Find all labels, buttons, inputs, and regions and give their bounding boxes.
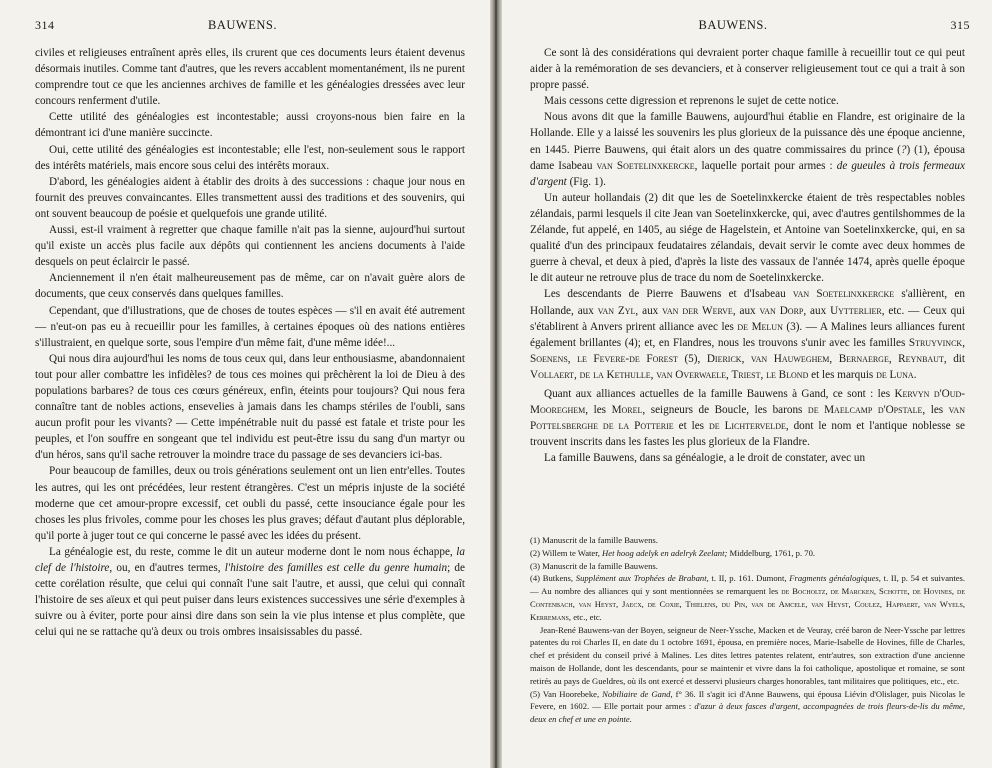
italic-run: de gueules à trois fermeaux d'argent xyxy=(530,159,965,188)
paragraph: Pour beaucoup de familles, deux ou trois générations seulement ont un lien entr'elles. Toutes les autres, qui les ont précédées, leur restent étrangères. C'est un mépris injuste de la société moderne que cet amour-propre excessif, cet oubli du passé, cette insouciance égale pour les choses les plus frivoles, comme pour les choses les plus graves; défaut d'autant plus déplorable, qu'il porte à juger tout ce qui concerne le passé avec les idées du présent. xyxy=(35,465,465,542)
paragraph: Cette utilité des généalogies est incontestable; aussi croyons-nous bien faire en la démontrant ici d'une manière succincte. xyxy=(35,111,465,140)
text-run: (5), xyxy=(677,352,707,365)
smallcaps-run: de Bocholtz, de Marcken, Schotte, de Hovines, de Contenbach, van Heyst, Jaecx, de Coxie, Thielens, du Pin, van de Amcele, van Heyst, Coulez, Happaert, van Wyels, Kerremans xyxy=(530,586,966,622)
text-run: , seigneurs de Boucle, les barons xyxy=(642,404,808,417)
italic-run: Nobiliaire de Gand, xyxy=(602,688,673,699)
text-run: t. II, p. 161. Dumont, xyxy=(708,573,790,584)
paragraph: Ce sont là des considérations qui devraient porter chaque famille à recueillir tout ce qui peut aider à la remémoration de ses devanciers, et à conserver religieusement tout ce qui a trait à son propre passé. xyxy=(530,47,965,92)
footnote xyxy=(530,547,965,560)
text-run: Nous avons dit que la famille Bauwens, aujourd'hui établie en Flandre, est originaire de la Hollande. Elle y a laissé les souvenirs les plus glorieux de la puissance dès une époque ancienne, en 1445. Pierre Bauwens, qui était alors un des quatre commissaires du prince ( xyxy=(530,111,965,156)
paragraph xyxy=(530,109,965,189)
smallcaps-run: van Pottelsberghe de la Potterie xyxy=(530,404,965,433)
paragraph: civiles et religieuses entraînent après elles, ils crurent que ces documents leurs étaient devenus désormais inutiles. Comme tant d'autres, que les revers accablent momentanément, ils ne purent comprendre tout ce que les anciennes archives de famille et les généalogies dressées avec leur concours renferment d'utile. xyxy=(35,47,465,108)
smallcaps-run: Uytterlier xyxy=(830,304,882,317)
text-run: Les descendants de Pierre Bauwens et d'Isabeau xyxy=(544,288,793,301)
paragraph: D'abord, les généalogies aident à établir des droits à des successions : chaque jour nous en fournit des preuves convaincantes. Elles transmettent aussi des traditions et des souvenirs, qui ont souvent beaucoup de poésie et quelquefois une grande utilité. xyxy=(35,175,465,220)
paragraph: Mais cessons cette digression et reprenons le sujet de cette notice. xyxy=(544,95,839,108)
smallcaps-run: van der Werve xyxy=(662,304,733,317)
text-run: La généalogie est, du reste, comme le dit un auteur moderne dont le nom nous échappe, xyxy=(49,545,457,558)
paragraph: Aussi, est-il vraiment à regretter que chaque famille n'ait pas la sienne, aujourd'hui surtout qu'il existe un accès plus facile aux dépôts qui contiennent les anciens documents à l'aide desquels on peut éclaircir le passé. xyxy=(35,224,465,269)
footnotes xyxy=(530,534,965,726)
text-run: f° 36. Il s'agit ici d'Anne Bauwens, qui épousa Liévin d'Olislager, puis Nicolas le Fevere, en 1602. — Elle portait pour armes : xyxy=(530,688,965,712)
paragraph xyxy=(35,544,465,641)
footnote xyxy=(530,572,965,623)
right-running-head xyxy=(502,18,992,36)
text-run: (5) Van Hoorebeke, xyxy=(530,688,603,699)
italic-run: ? xyxy=(900,143,907,156)
text-run: , laquelle portait pour armes : xyxy=(694,159,837,172)
text-run: , etc., etc. xyxy=(568,611,602,622)
text-run: , aux xyxy=(803,304,831,317)
text-run: , les xyxy=(585,404,612,417)
text-run: , ou, en d'autres termes, xyxy=(109,562,225,574)
smallcaps-run: Dierick, van Hauweghem, Bernaerge, Reynbaut xyxy=(706,352,944,365)
text-run: Middelburg, 1761, p. 70. xyxy=(727,547,816,558)
smallcaps-run: de Lichtervelde xyxy=(708,420,786,433)
right-running-title: BAUWENS. xyxy=(698,18,768,32)
paragraph: Qui nous dira aujourd'hui les noms de tous ceux qui, dans leur enthousiasme, abandonnaient tout pour aller combattre les infidèles? de tous ces moines qui prêchèrent la loi de Dieu à des populations barbares? de tous ces cœurs généreux, enfin, éteints pour toujours? Qui nous fera connaître tant de nobles actions, ensevelies à jamais dans les champs stériles de l'oubli, sans aucun profit pour les vivants? — Cette impénétrable nuit du passé est fatale et triste pour les peuples, et l'on souffre en songeant que tel individu est peut-être issu du sang d'un martyr ou d'un héros, sans qu'il sache retrouver la moindre trace du passage de ses devanciers ici-bas. xyxy=(35,352,465,462)
italic-run: l'histoire des familles est celle du genre humain xyxy=(224,562,448,574)
paragraph: La famille Bauwens, dans sa généalogie, a le droit de constater, avec un xyxy=(544,452,866,465)
footnote xyxy=(530,688,965,726)
smallcaps-run: Vollaert, de la Kethulle, van Overwaele, Triest, le Blond xyxy=(530,368,809,381)
paragraph: Oui, cette utilité des généalogies est incontestable; elle l'est, non-seulement sous le rapport des intérêts matériels, mais encore sous celui des intérêts moraux. xyxy=(35,143,465,172)
smallcaps-run: Struyvinck, Soenens, le Fevere-de Forest xyxy=(530,336,965,365)
text-run: (Fig. 1). xyxy=(566,175,606,188)
italic-run: d'azur à deux fasces d'argent, accompagnées de trois fleurs-de-lis du même, deux en chef et une en pointe. xyxy=(530,701,965,725)
text-run: , les xyxy=(922,404,949,417)
footnote: (1) Manuscrit de la famille Bauwens. xyxy=(530,535,658,545)
smallcaps-run: van Soetelinxkercke xyxy=(596,159,695,172)
smallcaps-run: de Maelcamp d'Opstale xyxy=(807,404,923,417)
right-page xyxy=(502,0,992,768)
smallcaps-run: van Soetelinxkercke xyxy=(792,288,895,301)
left-body-text xyxy=(35,45,465,640)
paragraph xyxy=(530,386,965,450)
italic-run: Fragments généalogiques, xyxy=(789,573,881,584)
text-run: s'allièrent, en Hollande, aux xyxy=(530,288,966,317)
text-run: ; de cette corélation résulte, que celui qui connaît l'une sait l'autre, et aussi, que celui qui connaît l'histoire de ses aïeux et qui peut puiser dans leurs existences successives une série d'exemples à suivre ou à éviter, porte pour ainsi dire dans son sein la vie plus intense et plus complète, que celui qui ne se rattache qu'à deux ou trois ombres insaisissables du passé. xyxy=(35,562,465,639)
paragraph xyxy=(530,286,965,383)
text-run: , aux xyxy=(732,304,760,317)
left-page-number: 314 xyxy=(35,18,55,32)
book-gutter xyxy=(490,0,502,768)
smallcaps-run: de Melun xyxy=(737,320,783,333)
smallcaps-run: van Dorp xyxy=(759,304,804,317)
text-run: et les xyxy=(673,420,709,433)
text-run: et les marquis xyxy=(808,368,877,381)
text-run: . xyxy=(913,368,917,381)
text-run: , aux xyxy=(635,304,663,317)
paragraph: Un auteur hollandais (2) dit que les de Soetelinxkercke étaient de très respectables nobles zélandais, parmi lesquels il cite Jean van Soetelinxkercke, qui, avec d'autres gentilshommes de la Zélande, fut appelé, en 1405, au siége de Hagelstein, et Antoine van Soetelinxkercke, qui, en sa qualité d'un des principaux feudataires zélandais, devait servir le comte avec deux hommes de guerre à cheval, et deux à pied, d'après la liste des vassaux de l'année 1474, après quelle époque le dit auteur ne retrouve plus de trace du nom de Soetelinxkercke. xyxy=(530,191,965,285)
text-run: (4) Butkens, xyxy=(530,573,576,584)
text-run: t. II, p. 54 et suivantes. — Au nombre des alliances qui y sont mentionnées se remarquent les xyxy=(530,573,966,597)
right-body-text xyxy=(530,45,965,466)
footnote: (3) Manuscrit de la famille Bauwens. xyxy=(530,560,658,571)
italic-run: Supplément aux Trophées de Brabant, xyxy=(575,573,709,584)
left-running-title: BAUWENS. xyxy=(208,18,277,32)
left-page xyxy=(0,0,490,768)
smallcaps-run: Morel xyxy=(611,404,643,417)
text-run: , dont le nom et l'antique noblesse se trouvent inscrits dans les fastes les plus glorieux de la Flandre. xyxy=(530,420,965,449)
smallcaps-run: van Zyl xyxy=(597,304,636,317)
italic-run: Het hoog adelyk en adelryk Zeelant; xyxy=(602,547,728,558)
paragraph: Cependant, que d'illustrations, que de choses de toutes espèces — s'il en avait été autrement — n'eut-on pas eu à recueillir pour les familles, à certaines époques où des nations entières s'illustraient, en quelque sorte, sous l'empire d'un même fait, d'une même idée!... xyxy=(35,304,465,349)
text-run: (3). — A Malines leurs alliances furent également brillantes (4); et, en Flandres, nous les trouvons s'unir avec les familles xyxy=(530,320,965,349)
smallcaps-run: de Luna xyxy=(876,368,914,381)
paragraph: Anciennement il n'en était malheureusement pas de même, car on n'avait guère alors de documents, que ceux conservés dans quelques familles. xyxy=(35,272,465,301)
text-run: (2) Willem te Water, xyxy=(530,547,603,558)
right-page-number: 315 xyxy=(950,18,970,32)
smallcaps-run: Kervyn d'Oud-Mooreghem xyxy=(530,387,965,417)
text-run: , dit xyxy=(943,352,966,365)
left-running-head xyxy=(0,18,490,36)
text-run: , etc. — Ceux qui s'établirent à Anvers prirent alliance avec les xyxy=(530,304,965,333)
footnote: Jean-René Bauwens-van der Boyen, seigneur de Neer-Yssche, Macken et de Veuray, créé baron de Neer-Yssche par lettres patentes du roi Charles II, en date du 1 octobre 1691, épousa, en première noces, Marie-Isabelle de Hovines, fille de Charles, chef et président du conseil privé à Malines. Les dites lettres patentes relatent, entr'autres, son extraction d'une ancienne maison de Hollande, dont les descendants, pour se maintenir et vivre dans la foi catholique, apostolique et romaine, se sont retirés au pays de Gueldres, où ils ont exercé et desservi plusieurs charges honorables, tant militaires que politiques, etc., etc. xyxy=(530,624,965,686)
italic-run: la clef de l'histoire xyxy=(35,545,465,574)
text-run: ) (1), épousa dame Isabeau xyxy=(530,143,965,172)
text-run: Quant aux alliances actuelles de la famille Bauwens à Gand, ce sont : les xyxy=(544,387,895,400)
